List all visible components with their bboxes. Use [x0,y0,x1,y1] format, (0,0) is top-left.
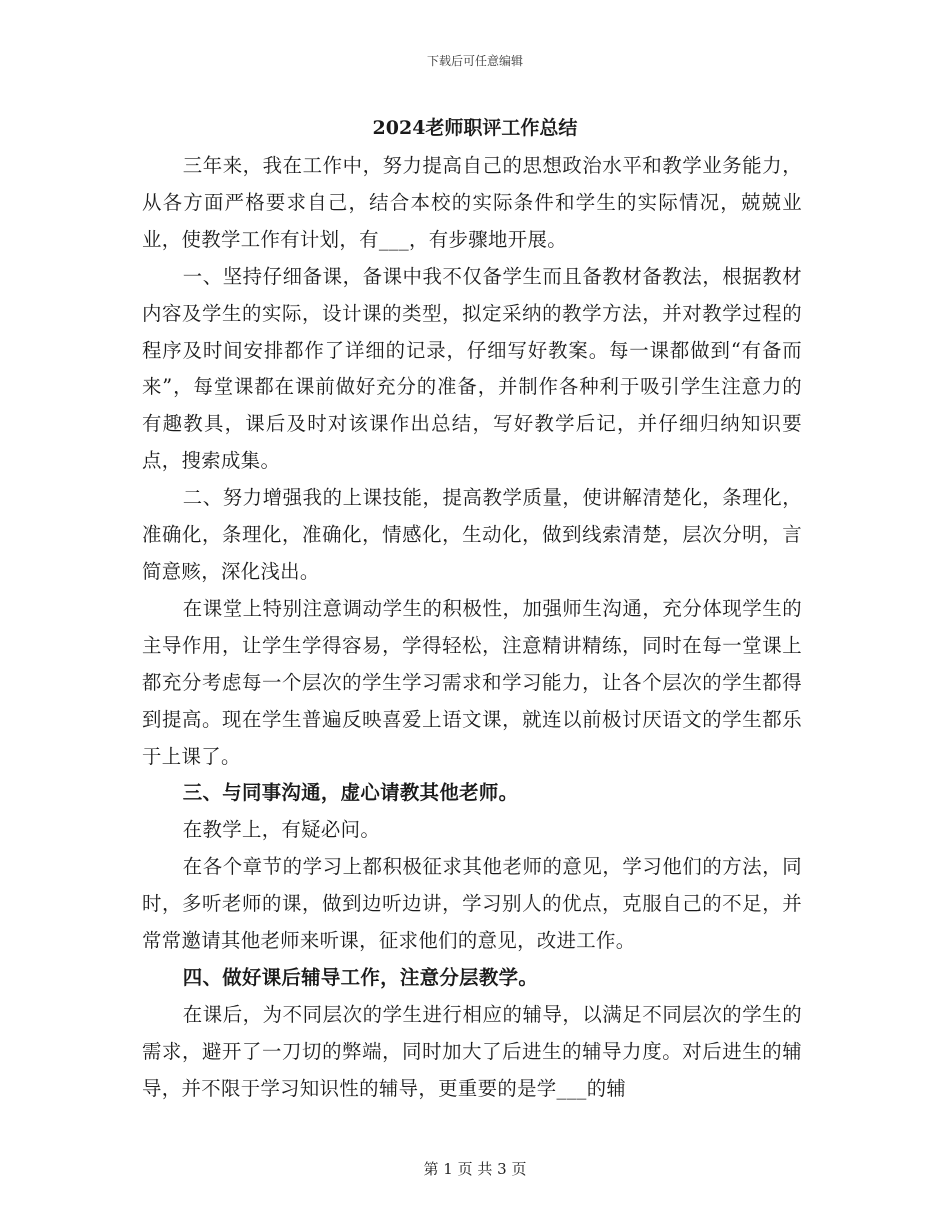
paragraph-ask-questions: 在教学上，有疑必问。 [182,818,381,842]
paragraph-section-2: 二、努力增强我的上课技能，提高教学质量，使讲解清楚化，条理化，准确化，条理化，准确化，情感化，生动化，做到线索清楚，层次分明，言简意赅，深化浅出。 [142,486,802,583]
paragraph-intro: 三年来，我在工作中，努力提高自己的思想政治水平和教学业务能力，从各方面严格要求自己，结合本校的实际条件和学生的实际情况，兢兢业业，使教学工作有计划，有___，有步骤地开展。 [142,154,802,251]
header-note: 下载后可任意编辑 [426,54,523,68]
section-heading-3: 三、与同事沟通，虚心请教其他老师。 [182,781,519,805]
document-body [142,148,802,1108]
document-title: 2024老师职评工作总结 [372,117,578,139]
section-heading-4: 四、做好课后辅导工作，注意分层教学。 [182,965,539,989]
paragraph-section-1: 一、坚持仔细备课，备课中我不仅备学生而且备教材备教法，根据教材内容及学生的实际，设计课的类型，拟定采纳的教学方法，并对教学过程的程序及时间安排都作了详细的记录，仔细写好教案。每一课都做到“有备而来”，每堂课都在课前做好充分的准备，并制作各种利于吸引学生注意力的有趣教具，课后及时对该课作出总结，写好教学后记，并仔细归纳知识要点，搜索成集。 [142,264,802,473]
paragraph-classroom: 在课堂上特别注意调动学生的积极性，加强师生沟通，充分体现学生的主导作用，让学生学得容易，学得轻松，注意精讲精练，同时在每一堂课上都充分考虑每一个层次的学生学习需求和学习能力，让各个层次的学生都得到提高。现在学生普遍反映喜爱上语文课，就连以前极讨厌语文的学生都乐于上课了。 [142,596,802,768]
page-number-footer: 第 1 页 共 3 页 [423,1160,527,1178]
paragraph-after-class-tutoring: 在课后，为不同层次的学生进行相应的辅导，以满足不同层次的学生的需求，避开了一刀切的弊端，同时加大了后进生的辅导力度。对后进生的辅导，并不限于学习知识性的辅导，更重要的是学___的辅 [142,1002,802,1100]
paragraph-learn-from-colleagues: 在各个章节的学习上都积极征求其他老师的意见，学习他们的方法，同时，多听老师的课，做到边听边讲，学习别人的优点，克服自己的不足，并常常邀请其他老师来听课，征求他们的意见，改进工作。 [142,855,802,953]
